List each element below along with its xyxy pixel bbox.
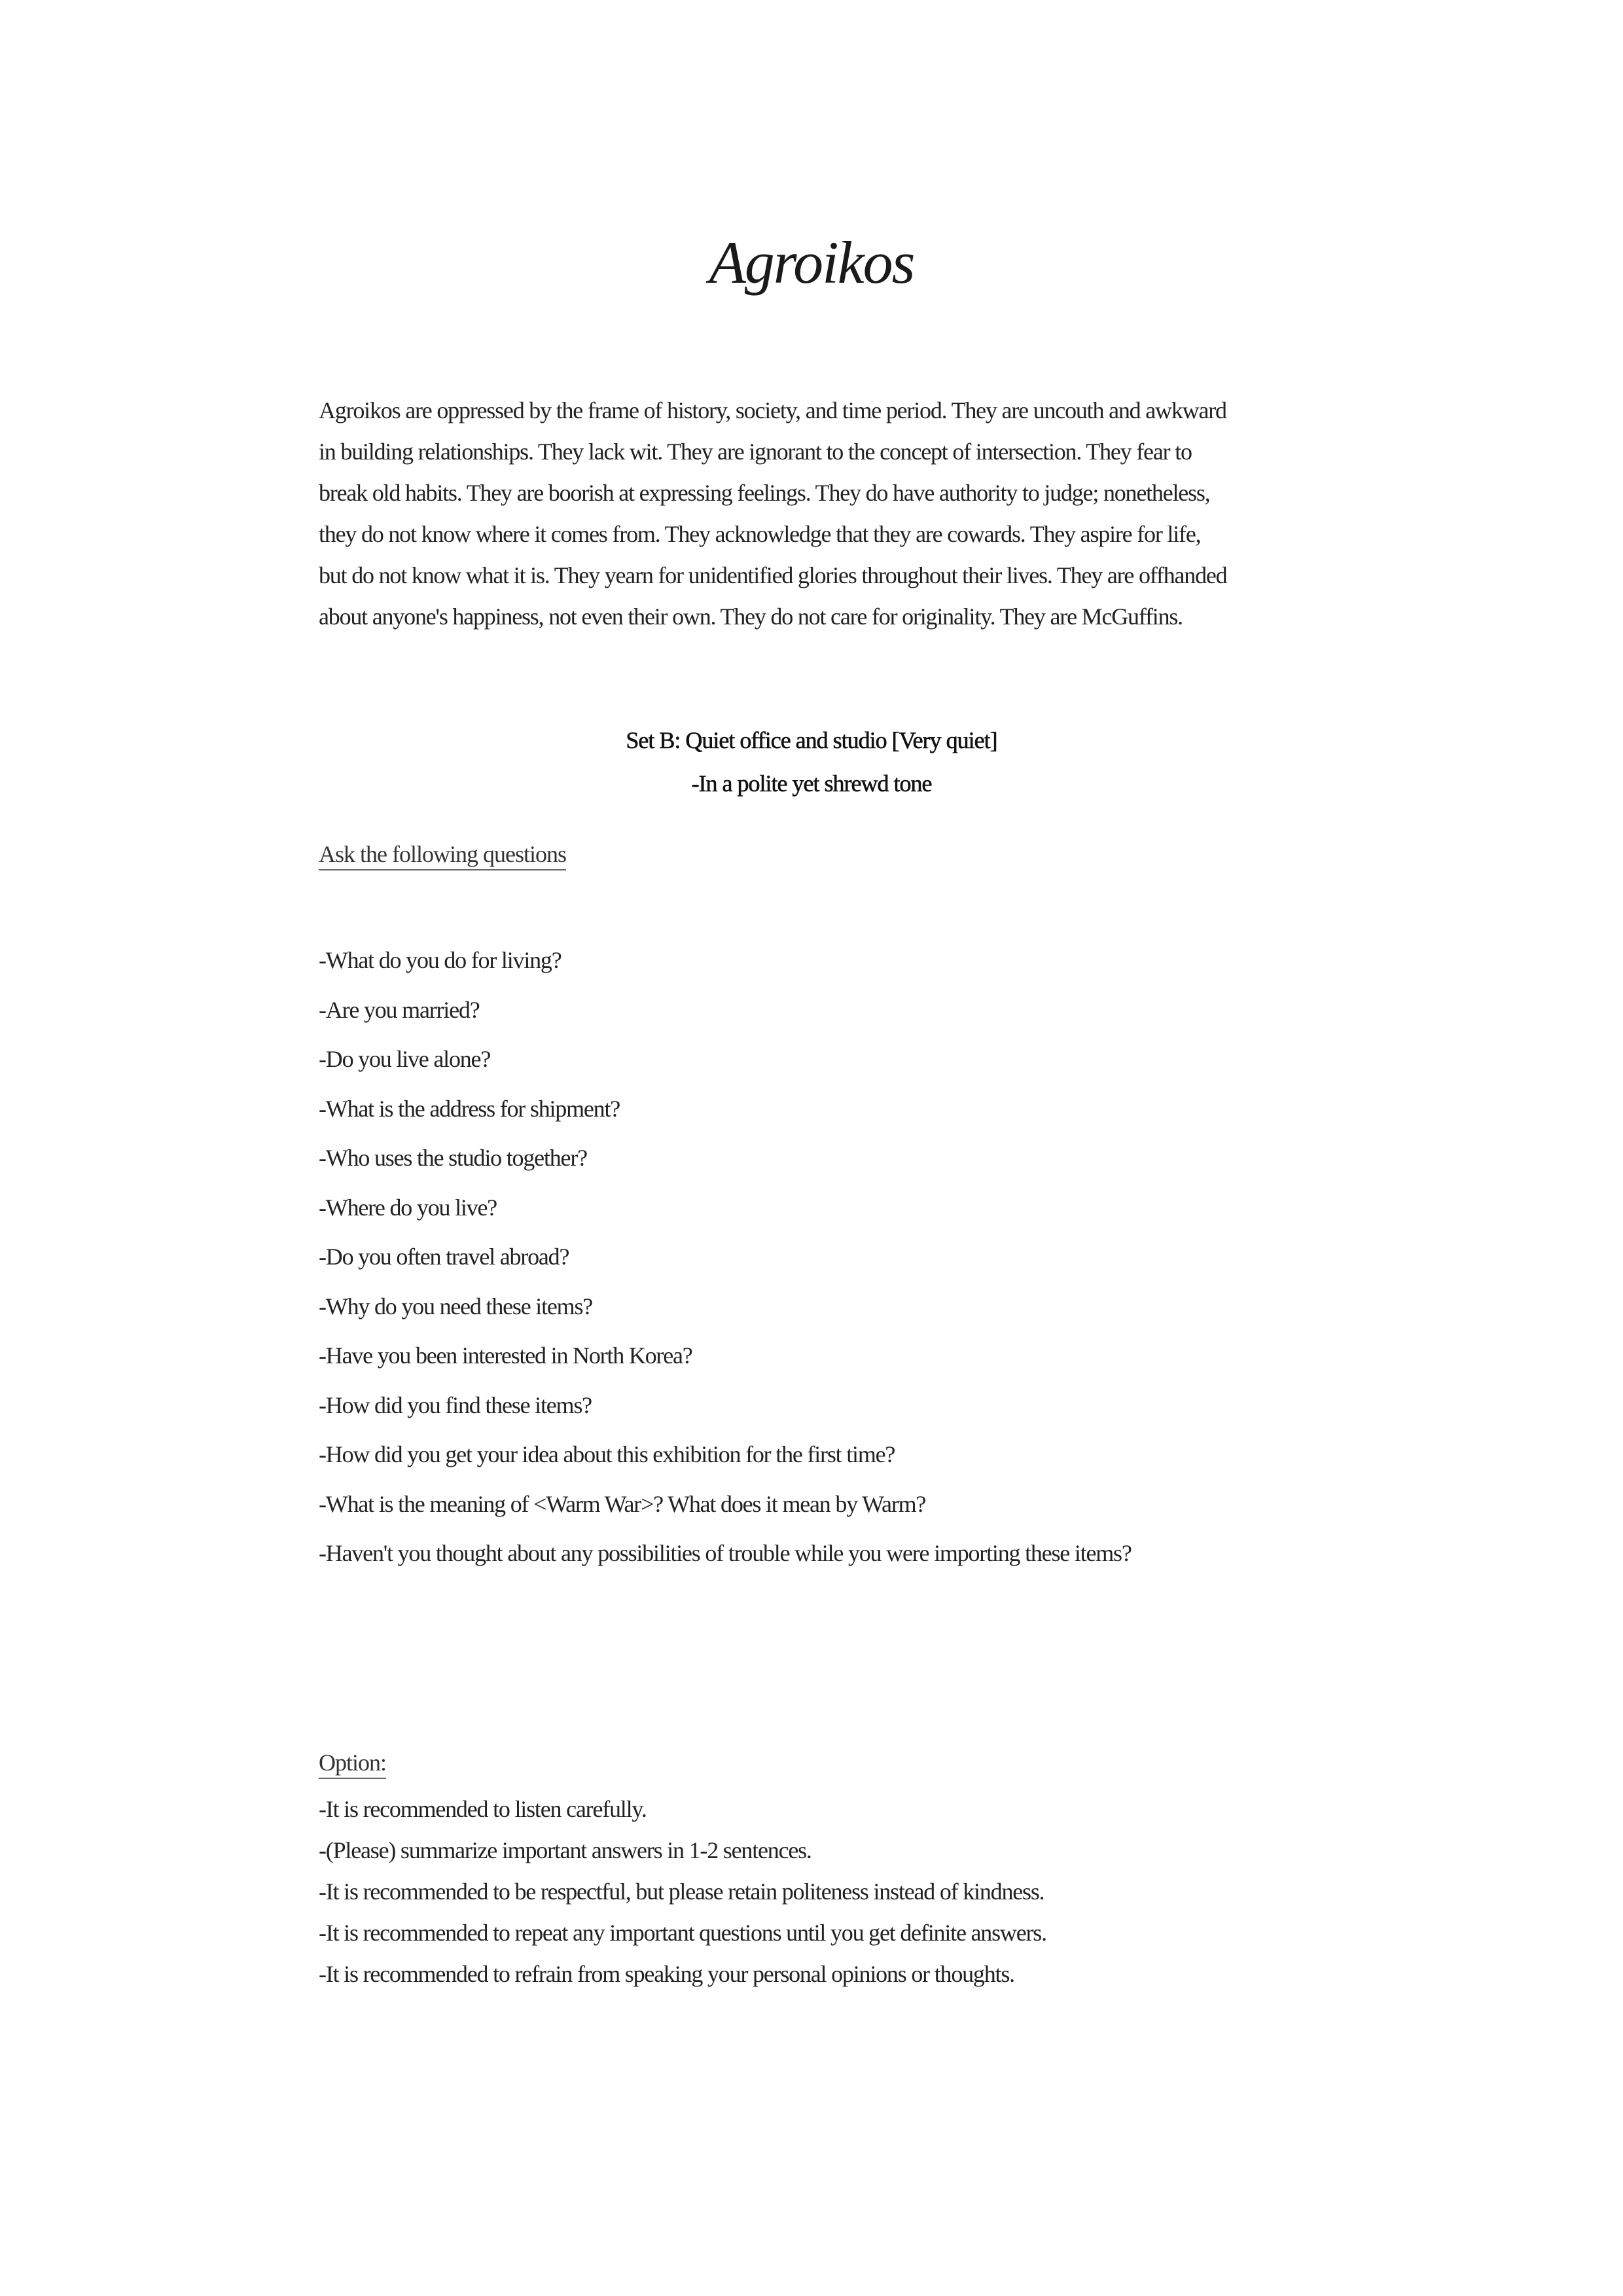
- question-item: -Where do you live?: [319, 1194, 497, 1221]
- page-title: Agroikos: [709, 229, 914, 296]
- question-item: -Why do you need these items?: [319, 1293, 593, 1319]
- question-item: -What do you do for living?: [319, 947, 562, 973]
- option-item: -It is recommended to refrain from speaking your personal opinions or thoughts.: [319, 1961, 1014, 1987]
- question-item: -What is the meaning of <Warm War>? What does it mean by Warm?: [319, 1490, 926, 1517]
- intro-line: about anyone's happiness, not even their own. They do not care for originality. They are McGuffins.: [319, 603, 1183, 630]
- set-b-heading: [0, 719, 1623, 805]
- question-item: -Do you live alone?: [319, 1046, 491, 1072]
- option-item: -It is recommended to repeat any important questions until you get definite answers.: [319, 1920, 1046, 1946]
- questions-list: [319, 936, 1132, 1579]
- intro-line: break old habits. They are boorish at expressing feelings. They do have authority to judge; nonetheless,: [319, 480, 1210, 506]
- set-b-tone: -In a polite yet shrewd tone: [691, 770, 932, 797]
- question-item: -Do you often travel abroad?: [319, 1244, 569, 1270]
- set-b-title: Set B: Quiet office and studio [Very quiet]: [626, 727, 997, 753]
- intro-line: in building relationships. They lack wit. They are ignorant to the concept of intersection. They fear to: [319, 439, 1192, 465]
- question-item: -What is the address for shipment?: [319, 1095, 620, 1122]
- question-item: -How did you get your idea about this exhibition for the first time?: [319, 1441, 895, 1467]
- option-item: -It is recommended to listen carefully.: [319, 1796, 647, 1822]
- intro-line: they do not know where it comes from. They acknowledge that they are cowards. They aspire for life,: [319, 521, 1201, 547]
- question-item: -Are you married?: [319, 996, 480, 1023]
- question-item: -Haven't you thought about any possibilities of trouble while you were importing these items?: [319, 1540, 1132, 1566]
- questions-heading: Ask the following questions: [319, 840, 566, 870]
- options-list: [319, 1789, 1046, 1995]
- question-item: -How did you find these items?: [319, 1391, 592, 1418]
- intro-line: Agroikos are oppressed by the frame of history, society, and time period. They are uncouth and awkward: [319, 397, 1226, 423]
- intro-paragraph: [319, 390, 1313, 637]
- option-item: -It is recommended to be respectful, but please retain politeness instead of kindness.: [319, 1878, 1044, 1905]
- intro-line: but do not know what it is. They yearn for unidentified glories throughout their lives. They are offhanded: [319, 562, 1227, 588]
- question-item: -Who uses the studio together?: [319, 1145, 587, 1171]
- option-item: -(Please) summarize important answers in 1-2 sentences.: [319, 1837, 812, 1863]
- question-item: -Have you been interested in North Korea?: [319, 1342, 692, 1369]
- option-heading: Option:: [319, 1749, 386, 1779]
